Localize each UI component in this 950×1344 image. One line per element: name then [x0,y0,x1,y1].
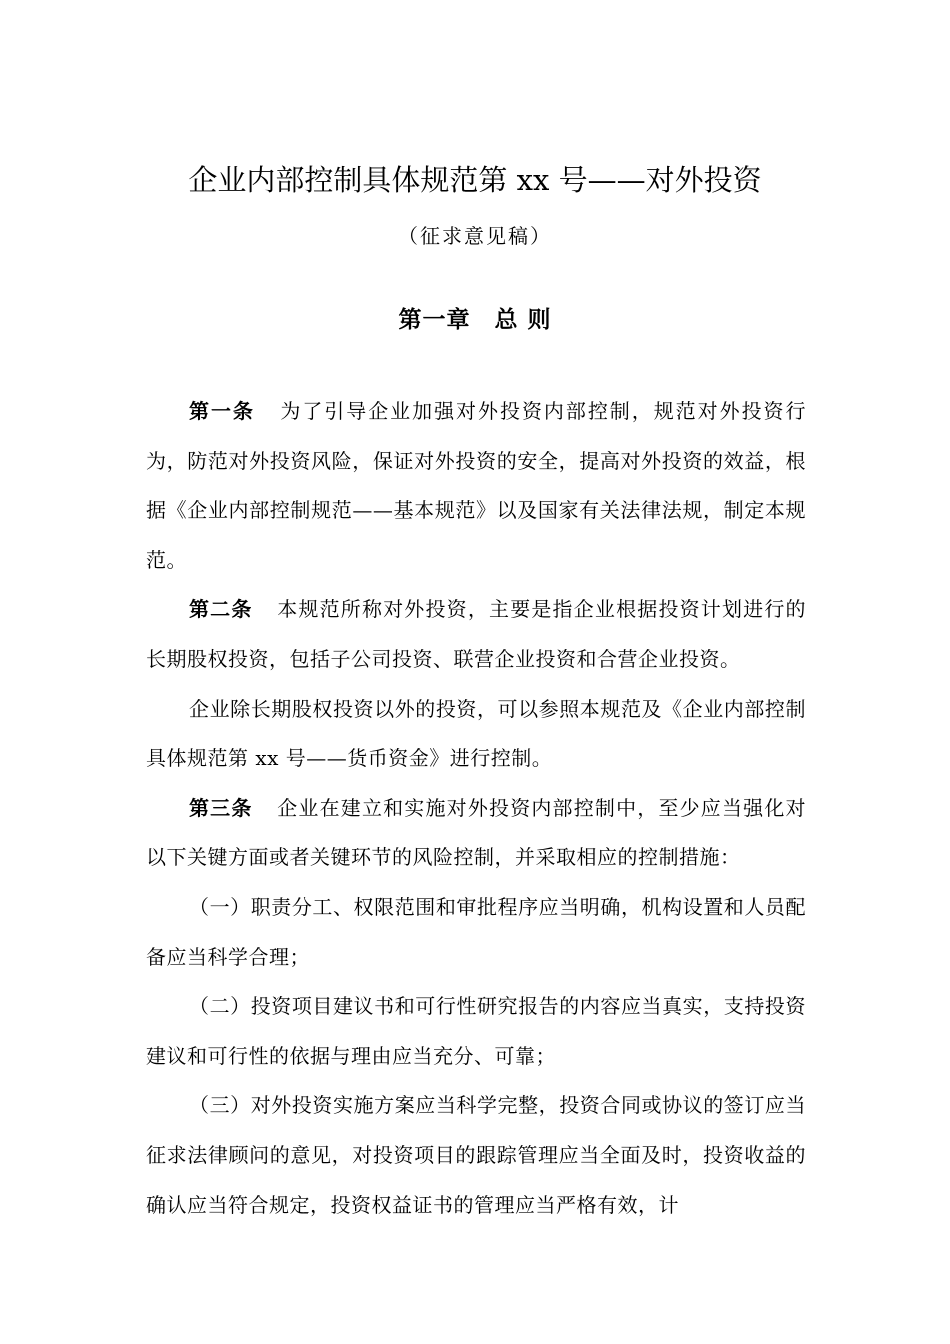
paragraph-text: （一）职责分工、权限范围和审批程序应当明确，机构设置和人员配备应当科学合理； [146,894,806,969]
paragraph-text: 本规范所称对外投资，主要是指企业根据投资计划进行的长期股权投资，包括子公司投资、联营企业投资和合营企业投资。 [146,597,807,671]
article-2-paragraph [146,585,806,684]
article-label: 第一条 [189,399,255,423]
list-item-1 [146,883,806,982]
document-subtitle: （征求意见稿） [398,224,552,248]
paragraph-text: （三）对外投资实施方案应当科学完整，投资合同或协议的签订应当征求法律顾问的意见，对投资项目的跟踪管理应当全面及时，投资收益的确认应当符合规定，投资权益证书的管理应当严格有效，计 [146,1093,806,1217]
paragraph-text: （二）投资项目建议书和可行性研究报告的内容应当真实，支持投资建议和可行性的依据与理由应当充分、可靠； [146,994,806,1068]
article-label: 第三条 [189,795,253,820]
article-2-supplement-paragraph [146,685,806,784]
paragraph-text: 企业除长期股权投资以外的投资，可以参照本规范及《企业内部控制具体规范第 xx 号——货币资金》进行控制。 [146,696,806,771]
article-1-paragraph [146,387,806,585]
chapter-heading: 第一章 总 则 [398,307,552,333]
paragraph-text: 为了引导企业加强对外投资内部控制，规范对外投资行为，防范对外投资风险，保证对外投资的安全，提高对外投资的效益，根据《企业内部控制规范——基本规范》以及国家有关法律法规，制定本规范。 [146,399,807,572]
paragraph-text: 企业在建立和实施对外投资内部控制中，至少应当强化对以下关键方面或者关键环节的风险控制，并采取相应的控制措施： [146,795,807,870]
article-label: 第二条 [189,597,253,622]
document-body [146,387,806,1230]
list-item-3 [146,1081,806,1230]
document-title: 企业内部控制具体规范第 xx 号——对外投资 [188,163,762,197]
article-3-paragraph [146,784,806,883]
list-item-2 [146,982,806,1081]
